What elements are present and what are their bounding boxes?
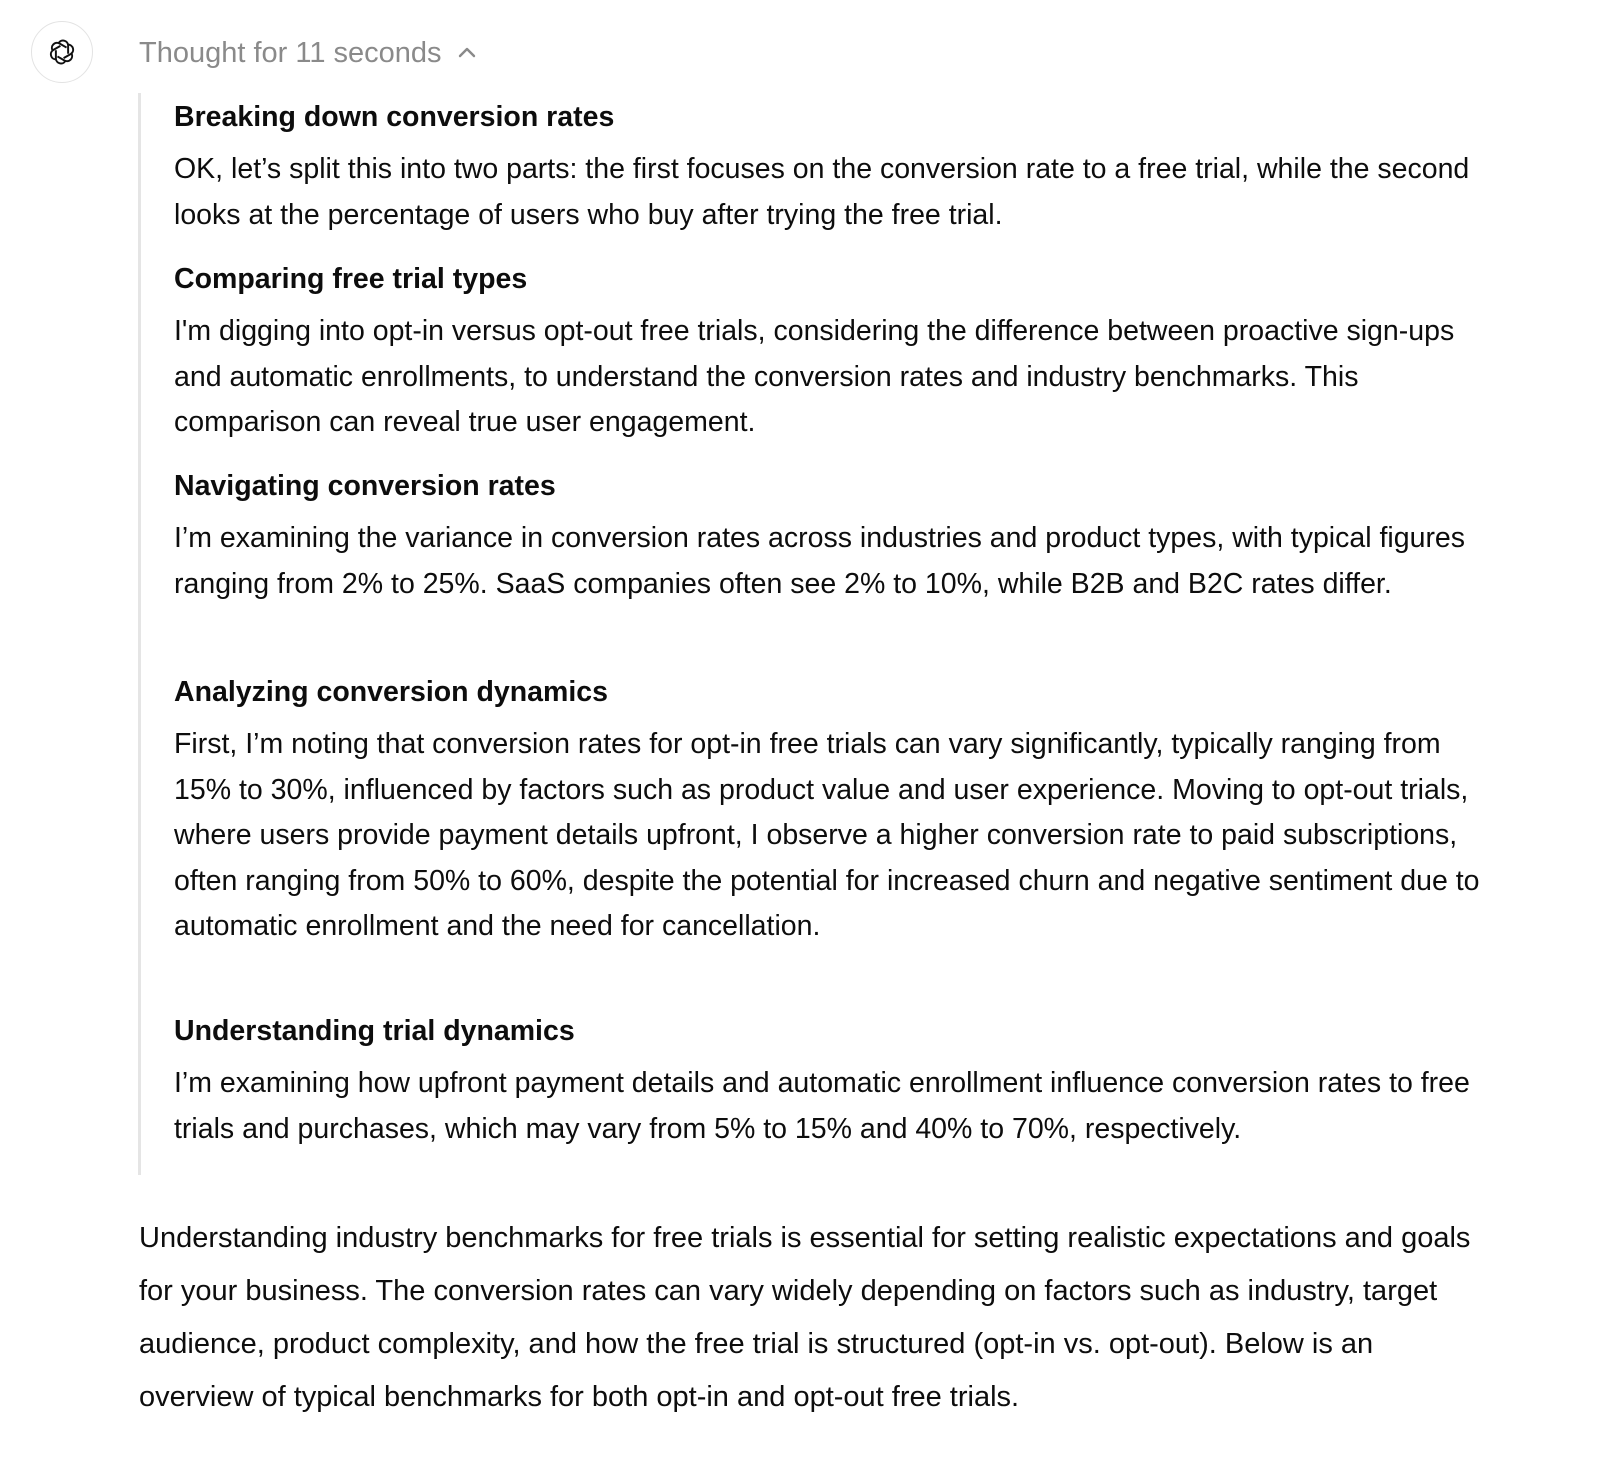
reasoning-step	[174, 93, 1488, 238]
openai-logo-icon	[45, 35, 79, 69]
reasoning-step	[174, 255, 1488, 446]
reasoning-step-body: I’m examining how upfront payment details and automatic enrollment influence conversion rates to free trials and purchases, which may vary from 5% to 15% and 40% to 70%, respectively.	[174, 1067, 1470, 1145]
reasoning-step-body: I’m examining the variance in conversion rates across industries and product types, with typical figures ranging from 2% to 25%. SaaS companies often see 2% to 10%, while B2B and B2C rates differ.	[174, 522, 1466, 600]
chevron-up-icon	[456, 42, 478, 64]
reasoning-step	[174, 462, 1488, 607]
reasoning-step	[174, 1007, 1488, 1152]
reasoning-step	[174, 668, 1488, 950]
thought-duration-label: Thought for 11 seconds	[139, 36, 442, 69]
reasoning-step-title: Breaking down conversion rates	[174, 101, 615, 133]
reasoning-step-title: Analyzing conversion dynamics	[174, 676, 608, 708]
reasoning-step-body: OK, let’s split this into two parts: the first focuses on the conversion rate to a free trial, while the second looks at the percentage of users who buy after trying the free trial.	[174, 153, 1470, 231]
reasoning-step-title: Navigating conversion rates	[174, 470, 556, 502]
thought-toggle-button[interactable]	[139, 32, 478, 74]
reasoning-step-title: Understanding trial dynamics	[174, 1015, 575, 1047]
assistant-avatar	[31, 21, 93, 83]
reasoning-panel	[138, 93, 1488, 1175]
reasoning-step-body: I'm digging into opt-in versus opt-out free trials, considering the difference between proactive sign-ups and automatic enrollments, to understand the conversion rates and industry benchmarks. This comparison can reveal true user engagement.	[174, 315, 1455, 438]
reasoning-step-body: First, I’m noting that conversion rates for opt-in free trials can vary significantly, typically ranging from 15% to 30%, influenced by factors such as product value and user experience. Moving to opt-out trials, where users provide payment details upfront, I observe a higher conversion rate to paid subscriptions, often ranging from 50% to 60%, despite the potential for increased churn and negative sentiment due to automatic enrollment and the need for cancellation.	[174, 728, 1480, 942]
reasoning-step-title: Comparing free trial types	[174, 263, 528, 295]
assistant-answer-paragraph: Understanding industry benchmarks for free trials is essential for setting realistic expectations and goals for your business. The conversion rates can vary widely depending on factors such as industry, target audience, product complexity, and how the free trial is structured (opt-in vs. opt-out). Below is an overview of typical benchmarks for both opt-in and opt-out free trials.	[139, 1222, 1471, 1413]
